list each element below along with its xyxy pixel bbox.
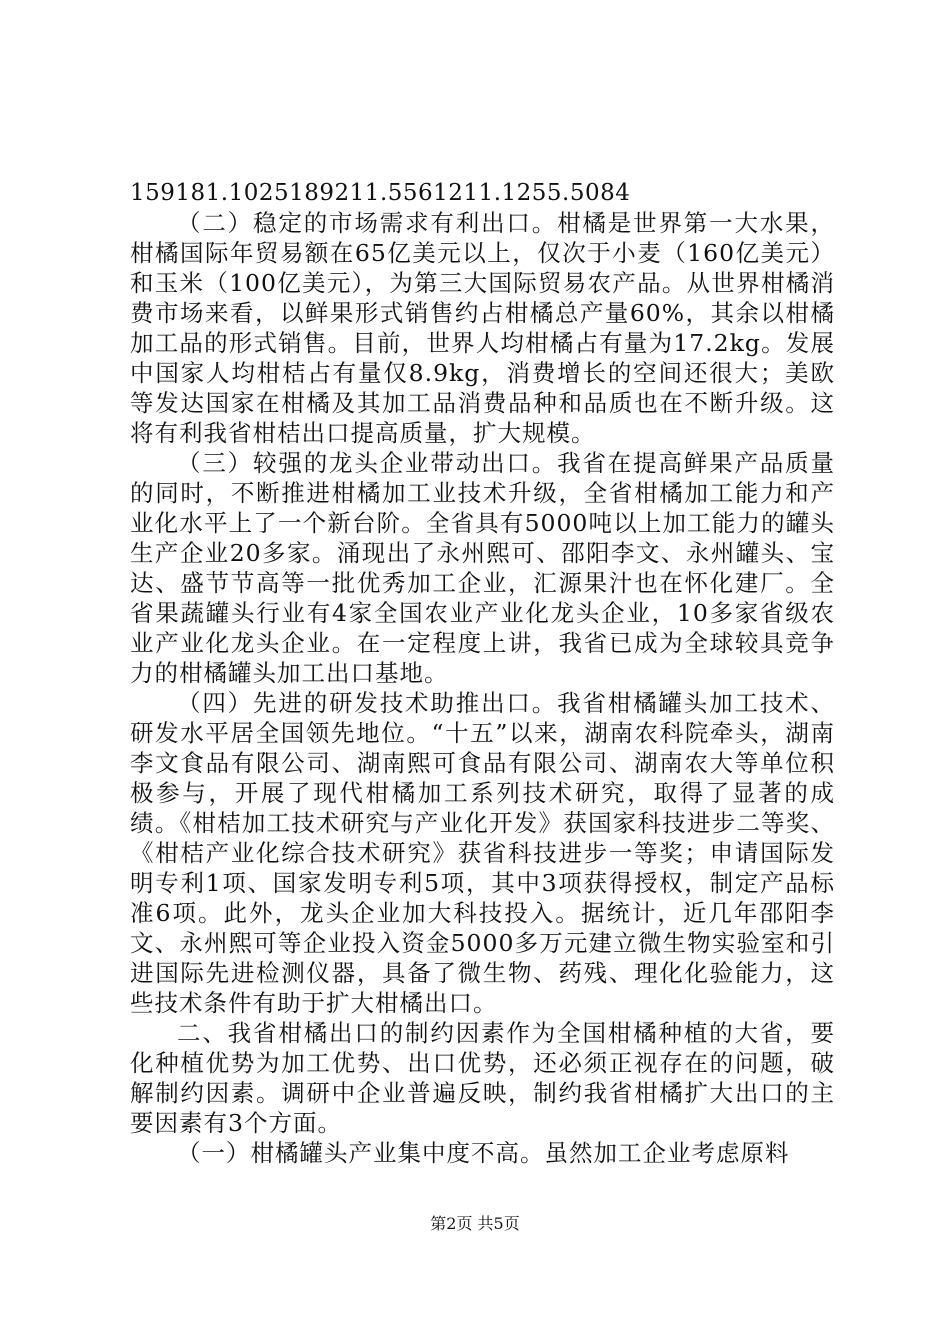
paragraph-market-demand: （二）稳定的市场需求有利出口。柑橘是世界第一大水果，柑橘国际年贸易额在65亿美元以上，仅次于小麦（160亿美元）和玉米（100亿美元），为第三大国际贸易农产品。从世界柑橘消费市场来看，以鲜果形式销售约占柑橘总产量60%，其余以柑橘加工品的形式销售。目前，世界人均柑橘占有量为17.2kg。发展中国家人均柑桔占有量仅8.9kg，消费增长的空间还很大；美欧等发达国家在柑橘及其加工品消费品种和品质也在不断升级。这将有利我省柑桔出口提高质量，扩大规模。 [130, 209, 835, 447]
paragraph-industry-concentration: （一）柑橘罐头产业集中度不高。虽然加工企业考虑原料 [177, 1139, 790, 1167]
document-body [130, 178, 835, 1168]
numeric-line: 159181.1025189211.5561211.1255.5084 [130, 180, 631, 206]
paragraph-rnd-technology: （四）先进的研发技术助推出口。我省柑橘罐头加工技术、研发水平居全国领先地位。“十五”以来，湖南农科院牵头，湖南李文食品有限公司、湖南熙可食品有限公司、湖南农大等单位积极参与，开展了现代柑橘加工系列技术研究，取得了显著的成绩。《柑桔加工技术研究与产业化开发》获国家科技进步二等奖、《柑桔产业化综合技术研究》获省科技进步一等奖；申请国际发明专利1项、国家发明专利5项，其中3项获得授权，制定产品标准6项。此外，龙头企业加大科技投入。据统计，近几年邵阳李文、永州熙可等企业投入资金5000多万元建立微生物实验室和引进国际先进检测仪器，具备了微生物、药残、理化化验能力，这些技术条件有助于扩大柑橘出口。 [130, 689, 835, 1017]
paragraph-constraints: 二、我省柑橘出口的制约因素作为全国柑橘种植的大省，要化种植优势为加工优势、出口优势，还必须正视存在的问题，破解制约因素。调研中企业普遍反映，制约我省柑橘扩大出口的主要因素有3个方面。 [130, 1019, 835, 1137]
page-footer: 第2页 共5页 [430, 1214, 520, 1233]
paragraph-leading-enterprises: （三）较强的龙头企业带动出口。我省在提高鲜果产品质量的同时，不断推进柑橘加工业技术升级，全省柑橘加工能力和产业化水平上了一个新台阶。全省具有5000吨以上加工能力的罐头生产企业20多家。涌现出了永州熙可、邵阳李文、永州罐头、宝达、盛节节高等一批优秀加工企业，汇源果汁也在怀化建厂。全省果蔬罐头行业有4家全国农业产业化龙头企业，10多家省级农业产业化龙头企业。在一定程度上讲，我省已成为全球较具竞争力的柑橘罐头加工出口基地。 [130, 449, 835, 687]
